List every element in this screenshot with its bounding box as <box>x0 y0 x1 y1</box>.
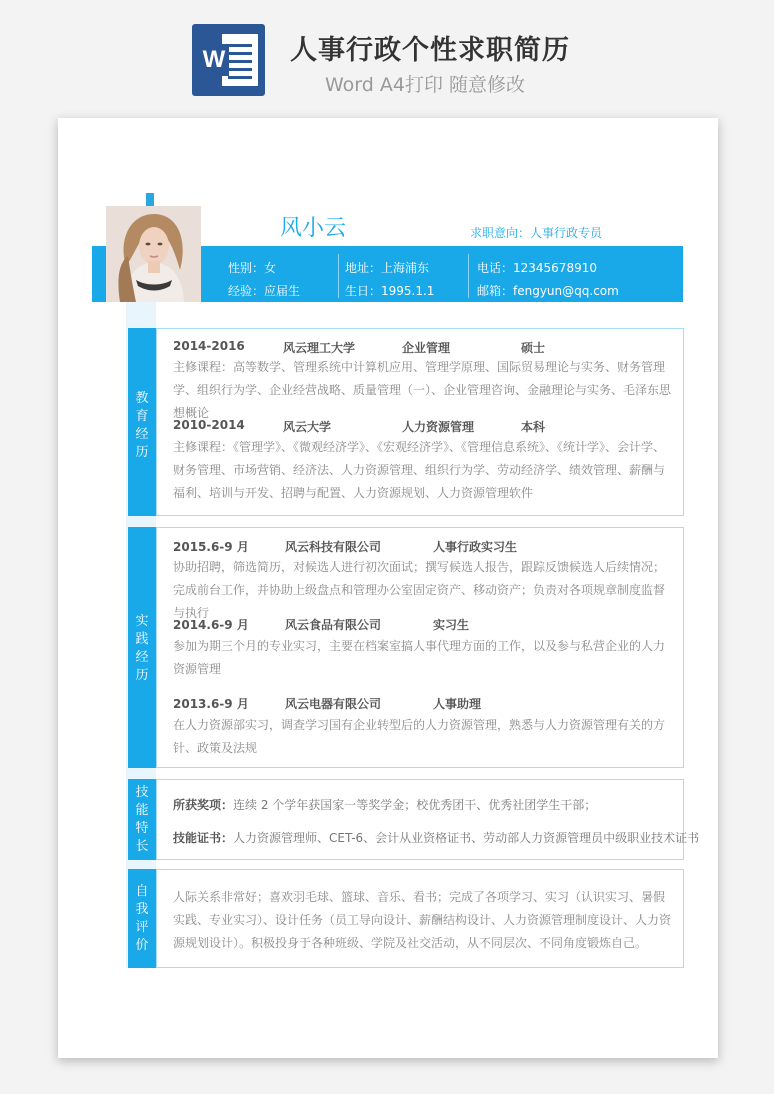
resume-paper <box>58 118 718 1058</box>
word-letter: W <box>199 44 229 76</box>
address: 地址：上海浦东 <box>345 261 430 275</box>
candidate-name: 风小云 <box>280 216 347 241</box>
page-subtitle: Word A4打印 随意修改 <box>325 74 526 96</box>
self-desc: 人际关系非常好；喜欢羽毛球、篮球、音乐、看书；完成了各项学习、实习（认识实习、暑假实践、专业实习）、设计任务（员工导向设计、薪酬结构设计、人力资源管理制度设计、人力资源规划设计）。积极投身于各种班级、学院及社交活动，从不同层次、不同角度锻炼自己。 <box>173 890 672 950</box>
skills-certs <box>173 829 699 846</box>
edu-2-date: 2010-2014 <box>173 418 245 432</box>
gender: 性别：女 <box>228 261 277 275</box>
job-intent: 求职意向：人事行政专员 <box>470 226 603 240</box>
edu-1-major: 企业管理 <box>402 341 451 355</box>
email: 邮箱：fengyun@qq.com <box>477 284 619 298</box>
prac-2-company: 风云食品有限公司 <box>285 618 382 632</box>
prac-2-role: 实习生 <box>433 618 470 632</box>
edu-2-major: 人力资源管理 <box>402 420 475 434</box>
skills-section <box>156 779 684 860</box>
edu-1-degree: 硕士 <box>521 341 546 355</box>
awards-text: 连续 2 个学年获国家一等奖学金；校优秀团干、优秀社团学生干部； <box>233 798 597 812</box>
prac-1-role: 人事行政实习生 <box>433 540 518 554</box>
self-tab-label: 自我评价 <box>135 884 149 953</box>
practice-tab <box>128 527 156 768</box>
edu-2-desc: 主修课程：《管理学》、《微观经济学》、《宏观经济学》、《管理信息系统》、《统计学》、会计学、财务管理、市场营销、经济法、人力资源管理、组织行为学、劳动经济学、绩效管理、薪酬与福利、培训与开发、招聘与配置、人力资源规划、人力资源管理软件 <box>173 440 666 500</box>
practice-tab-label: 实践经历 <box>135 614 149 683</box>
prac-1-company: 风云科技有限公司 <box>285 540 382 554</box>
education-tab <box>128 328 156 516</box>
experience: 经验：应届生 <box>228 284 301 298</box>
edu-1-date: 2014-2016 <box>173 339 245 353</box>
info-divider <box>468 254 469 298</box>
certs-text: 人力资源管理师、CET-6、会计从业资格证书、劳动部人力资源管理员中级职业技术证书 <box>233 831 700 845</box>
self-tab <box>128 869 156 968</box>
prac-1-desc: 协助招聘，筛选简历，对候选人进行初次面试；撰写候选人报告，跟踪反馈候选人后续情况；完成前台工作，并协助上级盘点和管理办公室固定资产、移动资产；负责对各项规章制度监督与执行 <box>173 560 666 620</box>
certs-label: 技能证书： <box>173 831 234 845</box>
prac-3-company: 风云电器有限公司 <box>285 697 382 711</box>
skills-tab <box>128 779 156 860</box>
page-title: 人事行政个性求职简历 <box>290 35 570 66</box>
page-header <box>0 0 774 110</box>
prac-3-date: 2013.6-9 月 <box>173 697 249 711</box>
edu-2-school: 风云大学 <box>283 420 332 434</box>
avatar <box>106 206 201 302</box>
prac-2-date: 2014.6-9 月 <box>173 618 249 632</box>
edu-1-desc: 主修课程：高等数学、管理系统中计算机应用、管理学原理、国际贸易理论与实务、财务管理学、组织行为学、企业经营战略、质量管理（一）、企业管理咨询、金融理论与实务、毛泽东思想概论 <box>173 360 672 420</box>
edu-2-degree: 本科 <box>521 420 546 434</box>
prac-3-desc: 在人力资源部实习，调查学习国有企业转型后的人力资源管理，熟悉与人力资源管理有关的方针、政策及法规 <box>173 718 666 755</box>
education-tab-label: 教育经历 <box>135 391 149 460</box>
phone: 电话：12345678910 <box>477 261 597 275</box>
birthday: 生日：1995.1.1 <box>345 284 435 298</box>
prac-2-desc: 参加为期三个月的专业实习，主要在档案室搞人事代理方面的工作，以及参与私营企业的人力资源管理 <box>173 639 666 676</box>
edu-1-school: 风云理工大学 <box>283 341 356 355</box>
skills-tab-label: 技能特长 <box>135 785 149 854</box>
prac-1-date: 2015.6-9 月 <box>173 540 249 554</box>
prac-3-role: 人事助理 <box>433 697 482 711</box>
skills-awards <box>173 796 596 813</box>
info-divider <box>338 254 339 298</box>
awards-label: 所获奖项： <box>173 798 234 812</box>
word-doc-icon <box>192 24 265 96</box>
